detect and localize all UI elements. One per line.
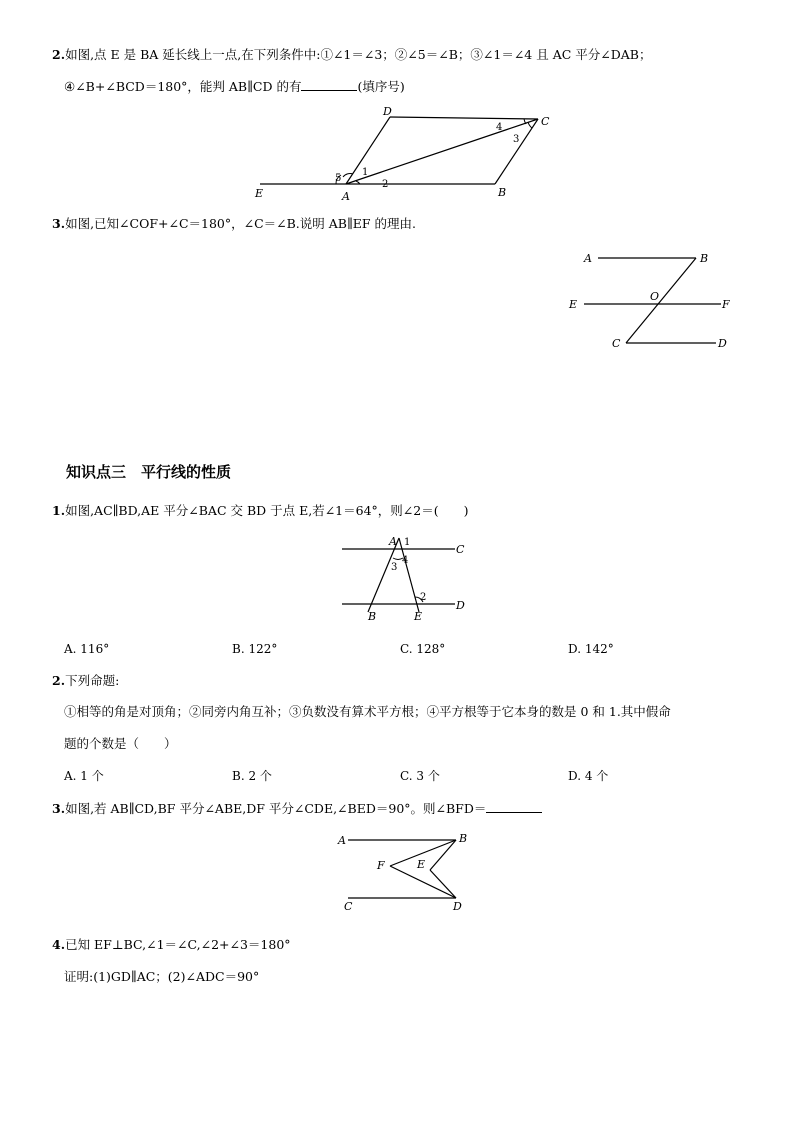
question-text: 已知 EF⊥BC,∠1＝∠C,∠2+∠3＝180°	[65, 937, 291, 952]
question-2-line-1	[52, 673, 119, 689]
section-heading: 知识点三 平行线的性质	[66, 463, 232, 481]
question-number: 2.	[52, 673, 66, 688]
label-E: E	[569, 298, 578, 311]
answer-blank[interactable]	[486, 800, 542, 813]
question-2-line-1	[52, 47, 651, 63]
label-D: D	[453, 900, 462, 913]
label-C: C	[456, 543, 465, 556]
question-text: 如图,AC∥BD,AE 平分∠BAC 交 BD 于点 E,若∠1＝64°，则∠2＝( )	[65, 503, 469, 518]
question-1-line-1	[52, 503, 468, 519]
label-B: B	[459, 832, 468, 845]
option-d[interactable]: D. 4 个	[568, 769, 609, 783]
label-D: D	[456, 599, 465, 612]
angle-label-2: 2	[420, 592, 427, 603]
label-A: A	[584, 252, 592, 265]
question-2-line-3: 题的个数是（ ）	[64, 736, 177, 751]
option-d[interactable]: D. 142°	[568, 642, 614, 656]
label-A: A	[389, 535, 397, 548]
label-B: B	[368, 610, 377, 623]
figure-z-lines	[566, 248, 746, 354]
label-D: D	[383, 105, 392, 118]
angle-label-3: 3	[513, 134, 520, 145]
question-2-line-2	[64, 78, 405, 95]
label-F: F	[377, 859, 385, 872]
question-text-suffix: (填序号)	[357, 79, 405, 94]
angle-label-3: 3	[391, 562, 398, 573]
answer-blank[interactable]	[301, 78, 357, 91]
label-D: D	[718, 337, 727, 350]
option-c[interactable]: C. 3 个	[400, 769, 440, 783]
angle-label-5: 5	[335, 173, 342, 184]
question-number: 2.	[52, 47, 66, 62]
question-number: 3.	[52, 216, 66, 231]
label-E: E	[417, 858, 426, 871]
angle-label-1: 1	[404, 537, 411, 548]
figure-parallel-triangle	[335, 532, 475, 624]
option-b[interactable]: B. 2 个	[232, 769, 272, 783]
label-A: A	[342, 190, 350, 203]
question-4-proof: 证明:(1)GD∥AC；(2)∠ADC＝90°	[64, 969, 260, 984]
figure-bfd	[330, 828, 480, 916]
angle-label-2: 2	[382, 179, 389, 190]
question-3-line-1	[52, 800, 542, 817]
label-A: A	[338, 834, 346, 847]
label-C: C	[541, 115, 550, 128]
question-number: 1.	[52, 503, 66, 518]
label-O: O	[650, 290, 660, 303]
label-B: B	[700, 252, 709, 265]
label-F: F	[722, 298, 730, 311]
option-c[interactable]: C. 128°	[400, 642, 446, 656]
label-C: C	[344, 900, 353, 913]
figure-parallelogram	[250, 102, 560, 206]
angle-label-4: 4	[402, 555, 409, 566]
option-a[interactable]: A. 116°	[64, 642, 110, 656]
option-b[interactable]: B. 122°	[232, 642, 278, 656]
question-text: 如图,已知∠COF+∠C＝180°，∠C＝∠B.说明 AB∥EF 的理由.	[65, 216, 416, 231]
label-B: B	[498, 186, 507, 199]
label-E: E	[255, 187, 264, 200]
label-C: C	[612, 337, 621, 350]
question-4-line-1	[52, 937, 291, 953]
angle-label-1: 1	[362, 167, 369, 178]
question-text: 下列命题:	[65, 673, 120, 688]
question-text: 如图,点 E 是 BA 延长线上一点,在下列条件中:①∠1＝∠3；②∠5＝∠B；③∠1＝∠4 且 AC 平分∠DAB；	[65, 47, 652, 62]
question-text: 如图,若 AB∥CD,BF 平分∠ABE,DF 平分∠CDE,∠BED＝90°。则∠BFD＝	[65, 801, 487, 816]
option-a[interactable]: A. 1 个	[64, 769, 104, 783]
question-3-line-1	[52, 216, 416, 232]
angle-label-4: 4	[496, 122, 503, 133]
question-text: ④∠B+∠BCD＝180°，能判 AB∥CD 的有	[64, 79, 302, 94]
question-number: 3.	[52, 801, 66, 816]
question-number: 4.	[52, 937, 66, 952]
label-E: E	[414, 610, 423, 623]
question-2-line-2: ①相等的角是对顶角；②同旁内角互补；③负数没有算术平方根；④平方根等于它本身的数是 0 和 1.其中假命	[64, 704, 671, 719]
